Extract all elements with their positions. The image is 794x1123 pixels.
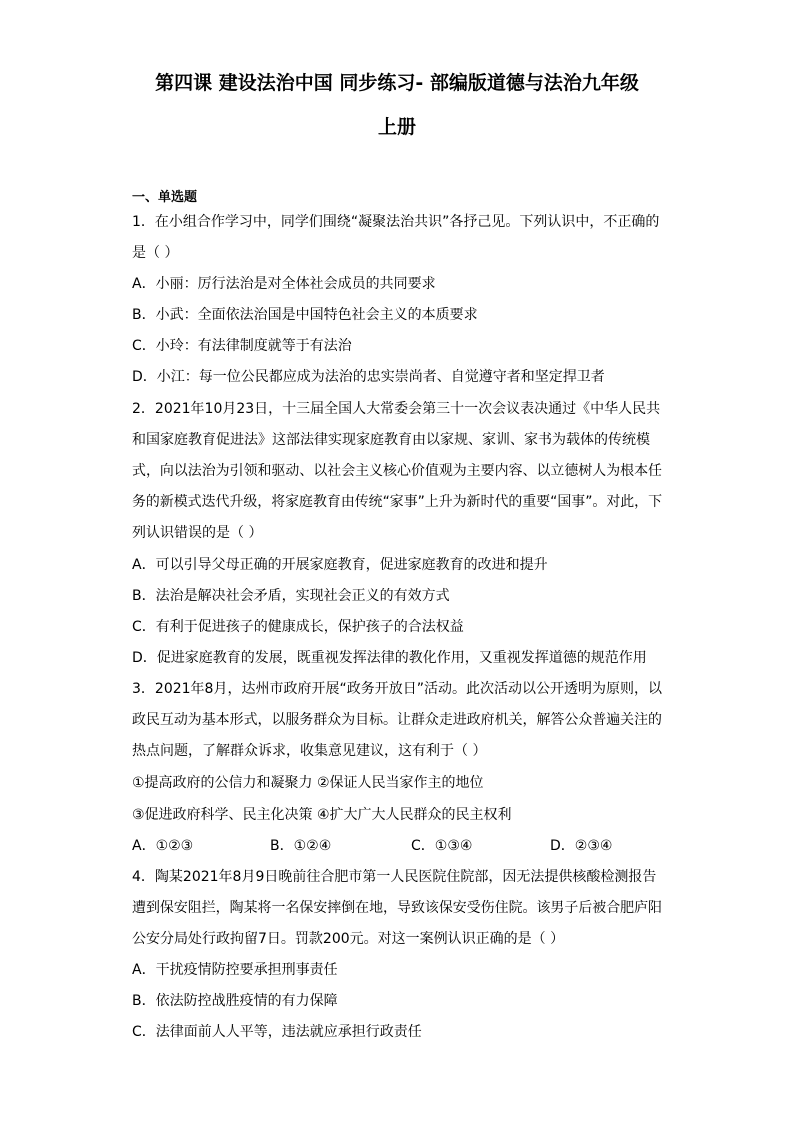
- q3-option-d: D．②③④: [550, 838, 613, 854]
- q3-stem-line-1: 3．2021年8月，达州市政府开展“政务开放日”活动。此次活动以公开透明为原则，以: [132, 681, 662, 697]
- q2-option-d: D．促进家庭教育的发展，既重视发挥法律的教化作用，又重视发挥道德的规范作用: [132, 650, 647, 666]
- q2-option-a: A．可以引导父母正确的开展家庭教育，促进家庭教育的改进和提升: [132, 557, 548, 573]
- q1-stem-line-2: 是（ ）: [132, 245, 179, 261]
- q4-stem-line-3: 公安分局处行政拘留7日。罚款200元。对这一案例认识正确的是（ ）: [132, 931, 565, 947]
- document-title-line-1: 第四课 建设法治中国 同步练习- 部编版道德与法治九年级: [155, 72, 639, 94]
- section-heading: 一、单选题: [132, 190, 198, 205]
- q4-option-c: C．法律面前人人平等，违法就应承担行政责任: [132, 1024, 422, 1040]
- q4-stem-line-2: 遭到保安阻拦，陶某将一名保安摔倒在地，导致该保安受伤住院。该男子后被合肥庐阳: [132, 900, 662, 916]
- q2-stem-line-1: 2．2021年10月23日，十三届全国人大常委会第三十一次会议表决通过《中华人民共: [132, 401, 661, 417]
- q1-option-c: C．小玲：有法律制度就等于有法治: [132, 338, 352, 354]
- document-title-line-2: 上册: [377, 116, 416, 138]
- q4-option-a: A．干扰疫情防控要承担刑事责任: [132, 962, 338, 978]
- q1-option-b: B．小武：全面依法治国是中国特色社会主义的本质要求: [132, 307, 478, 323]
- q2-stem-line-2: 和国家庭教育促进法》这部法律实现家庭教育由以家规、家训、家书为载体的传统模: [132, 432, 650, 448]
- q2-stem-line-5: 列认识错误的是（ ）: [132, 525, 263, 541]
- q2-option-b: B．法治是解决社会矛盾，实现社会正义的有效方式: [132, 588, 450, 604]
- q1-option-d: D．小江：每一位公民都应成为法治的忠实崇尚者、自觉遵守者和坚定捍卫者: [132, 369, 605, 385]
- q3-option-a: A．①②③: [132, 838, 194, 854]
- q3-stem-line-2: 政民互动为基本形式，以服务群众为目标。让群众走进政府机关，解答公众普遍关注的: [132, 712, 662, 728]
- q1-option-a: A．小丽：厉行法治是对全体社会成员的共同要求: [132, 276, 436, 292]
- q2-stem-line-4: 务的新模式迭代升级，将家庭教育由传统“家事”上升为新时代的重要“国事”。对此，下: [132, 494, 663, 510]
- q4-stem-line-1: 4．陶某2021年8月9日晚前往合肥市第一人民医院住院部，因无法提供核酸检测报告: [132, 869, 657, 885]
- q1-stem-line-1: 1．在小组合作学习中，同学们围绕“凝聚法治共识”各抒己见。下列认识中，不正确的: [132, 214, 660, 230]
- q3-items-line-1: ①提高政府的公信力和凝聚力 ②保证人民当家作主的地位: [132, 775, 484, 791]
- q3-option-c: C．①③④: [411, 838, 473, 854]
- q2-option-c: C．有利于促进孩子的健康成长，保护孩子的合法权益: [132, 619, 464, 635]
- q3-stem-line-3: 热点问题，了解群众诉求，收集意见建议，这有利于（ ）: [132, 743, 487, 759]
- q3-items-line-2: ③促进政府科学、民主化决策 ④扩大广大人民群众的民主权利: [132, 807, 512, 823]
- q4-option-b: B．依法防控战胜疫情的有力保障: [132, 993, 338, 1009]
- q3-option-b: B．①②④: [270, 838, 332, 854]
- q2-stem-line-3: 式，向以法治为引领和驱动、以社会主义核心价值观为主要内容、以立德树人为根本任: [132, 463, 662, 479]
